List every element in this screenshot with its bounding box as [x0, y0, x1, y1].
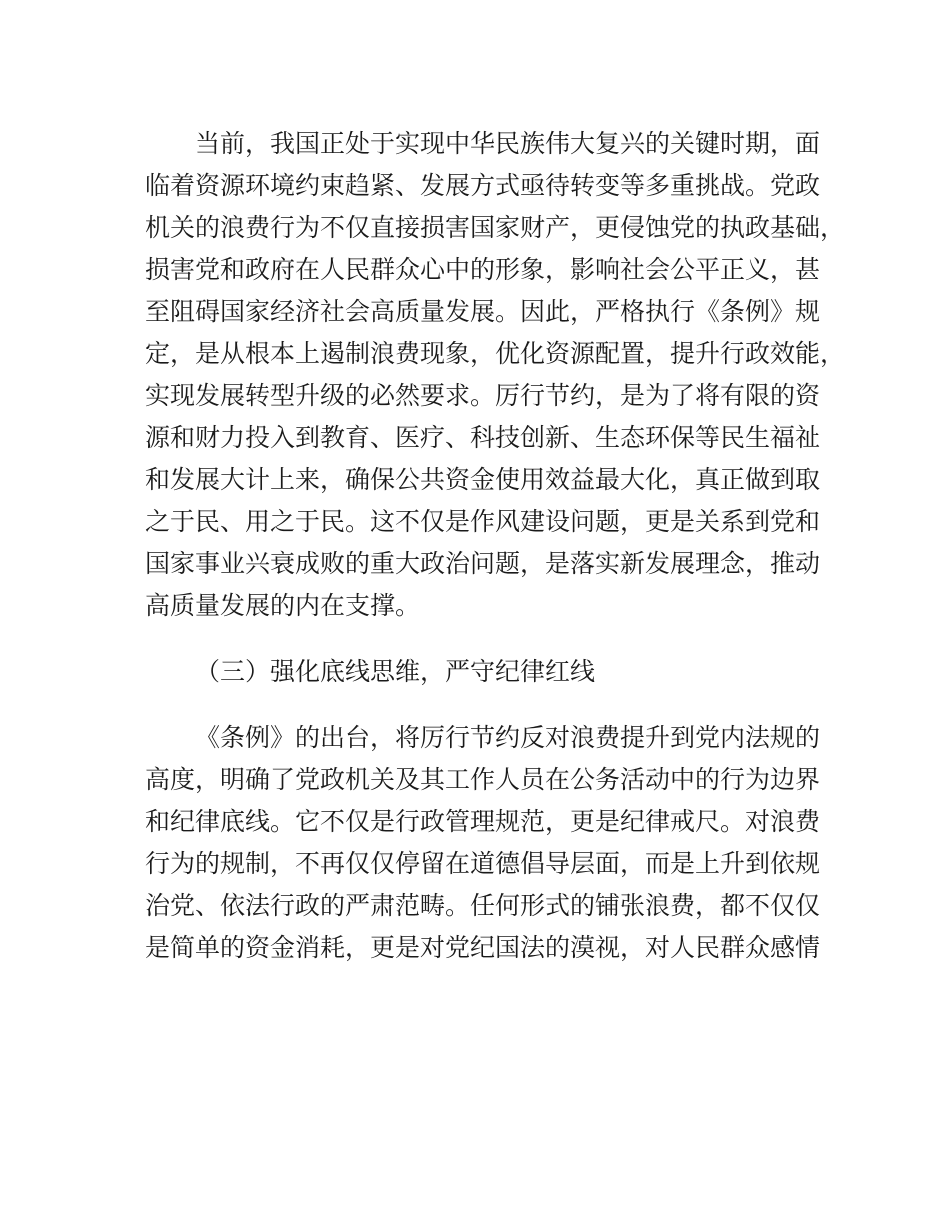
paragraph-line: 临着资源环境约束趋紧、发展方式亟待转变等多重挑战。党政	[145, 171, 821, 200]
paragraph-line: 国家事业兴衰成败的重大政治问题，是落实新发展理念，推动	[145, 549, 821, 578]
paragraph-line: 源和财力投入到教育、医疗、科技创新、生态环保等民生福祉	[145, 423, 821, 452]
paragraph-line: 《条例》的出台，将厉行节约反对浪费提升到党内法规的	[195, 723, 821, 752]
section-heading: （三）强化底线思维，严守纪律红线	[195, 657, 596, 686]
paragraph-line: 治党、依法行政的严肃范畴。任何形式的铺张浪费，都不仅仅	[145, 891, 821, 920]
paragraph-line: 机关的浪费行为不仅直接损害国家财产，更侵蚀党的执政基础，	[145, 213, 846, 242]
paragraph-line: 行为的规制，不再仅仅停留在道德倡导层面，而是上升到依规	[145, 849, 821, 878]
paragraph-line: 损害党和政府在人民群众心中的形象，影响社会公平正义，甚	[145, 255, 821, 284]
paragraph-line: 和发展大计上来，确保公共资金使用效益最大化，真正做到取	[145, 465, 821, 494]
paragraph-line: 定，是从根本上遏制浪费现象，优化资源配置，提升行政效能，	[145, 339, 846, 368]
paragraph-line: 是简单的资金消耗，更是对党纪国法的漠视，对人民群众感情	[145, 933, 821, 962]
paragraph-line: 高度，明确了党政机关及其工作人员在公务活动中的行为边界	[145, 765, 821, 794]
paragraph-line: 当前，我国正处于实现中华民族伟大复兴的关键时期，面	[195, 129, 821, 158]
paragraph-line: 实现发展转型升级的必然要求。厉行节约，是为了将有限的资	[145, 381, 821, 410]
paragraph-line: 至阻碍国家经济社会高质量发展。因此，严格执行《条例》规	[145, 297, 821, 326]
paragraph-line: 和纪律底线。它不仅是行政管理规范，更是纪律戒尺。对浪费	[145, 807, 821, 836]
paragraph-line: 高质量发展的内在支撑。	[145, 591, 421, 620]
paragraph-line: 之于民、用之于民。这不仅是作风建设问题，更是关系到党和	[145, 507, 821, 536]
